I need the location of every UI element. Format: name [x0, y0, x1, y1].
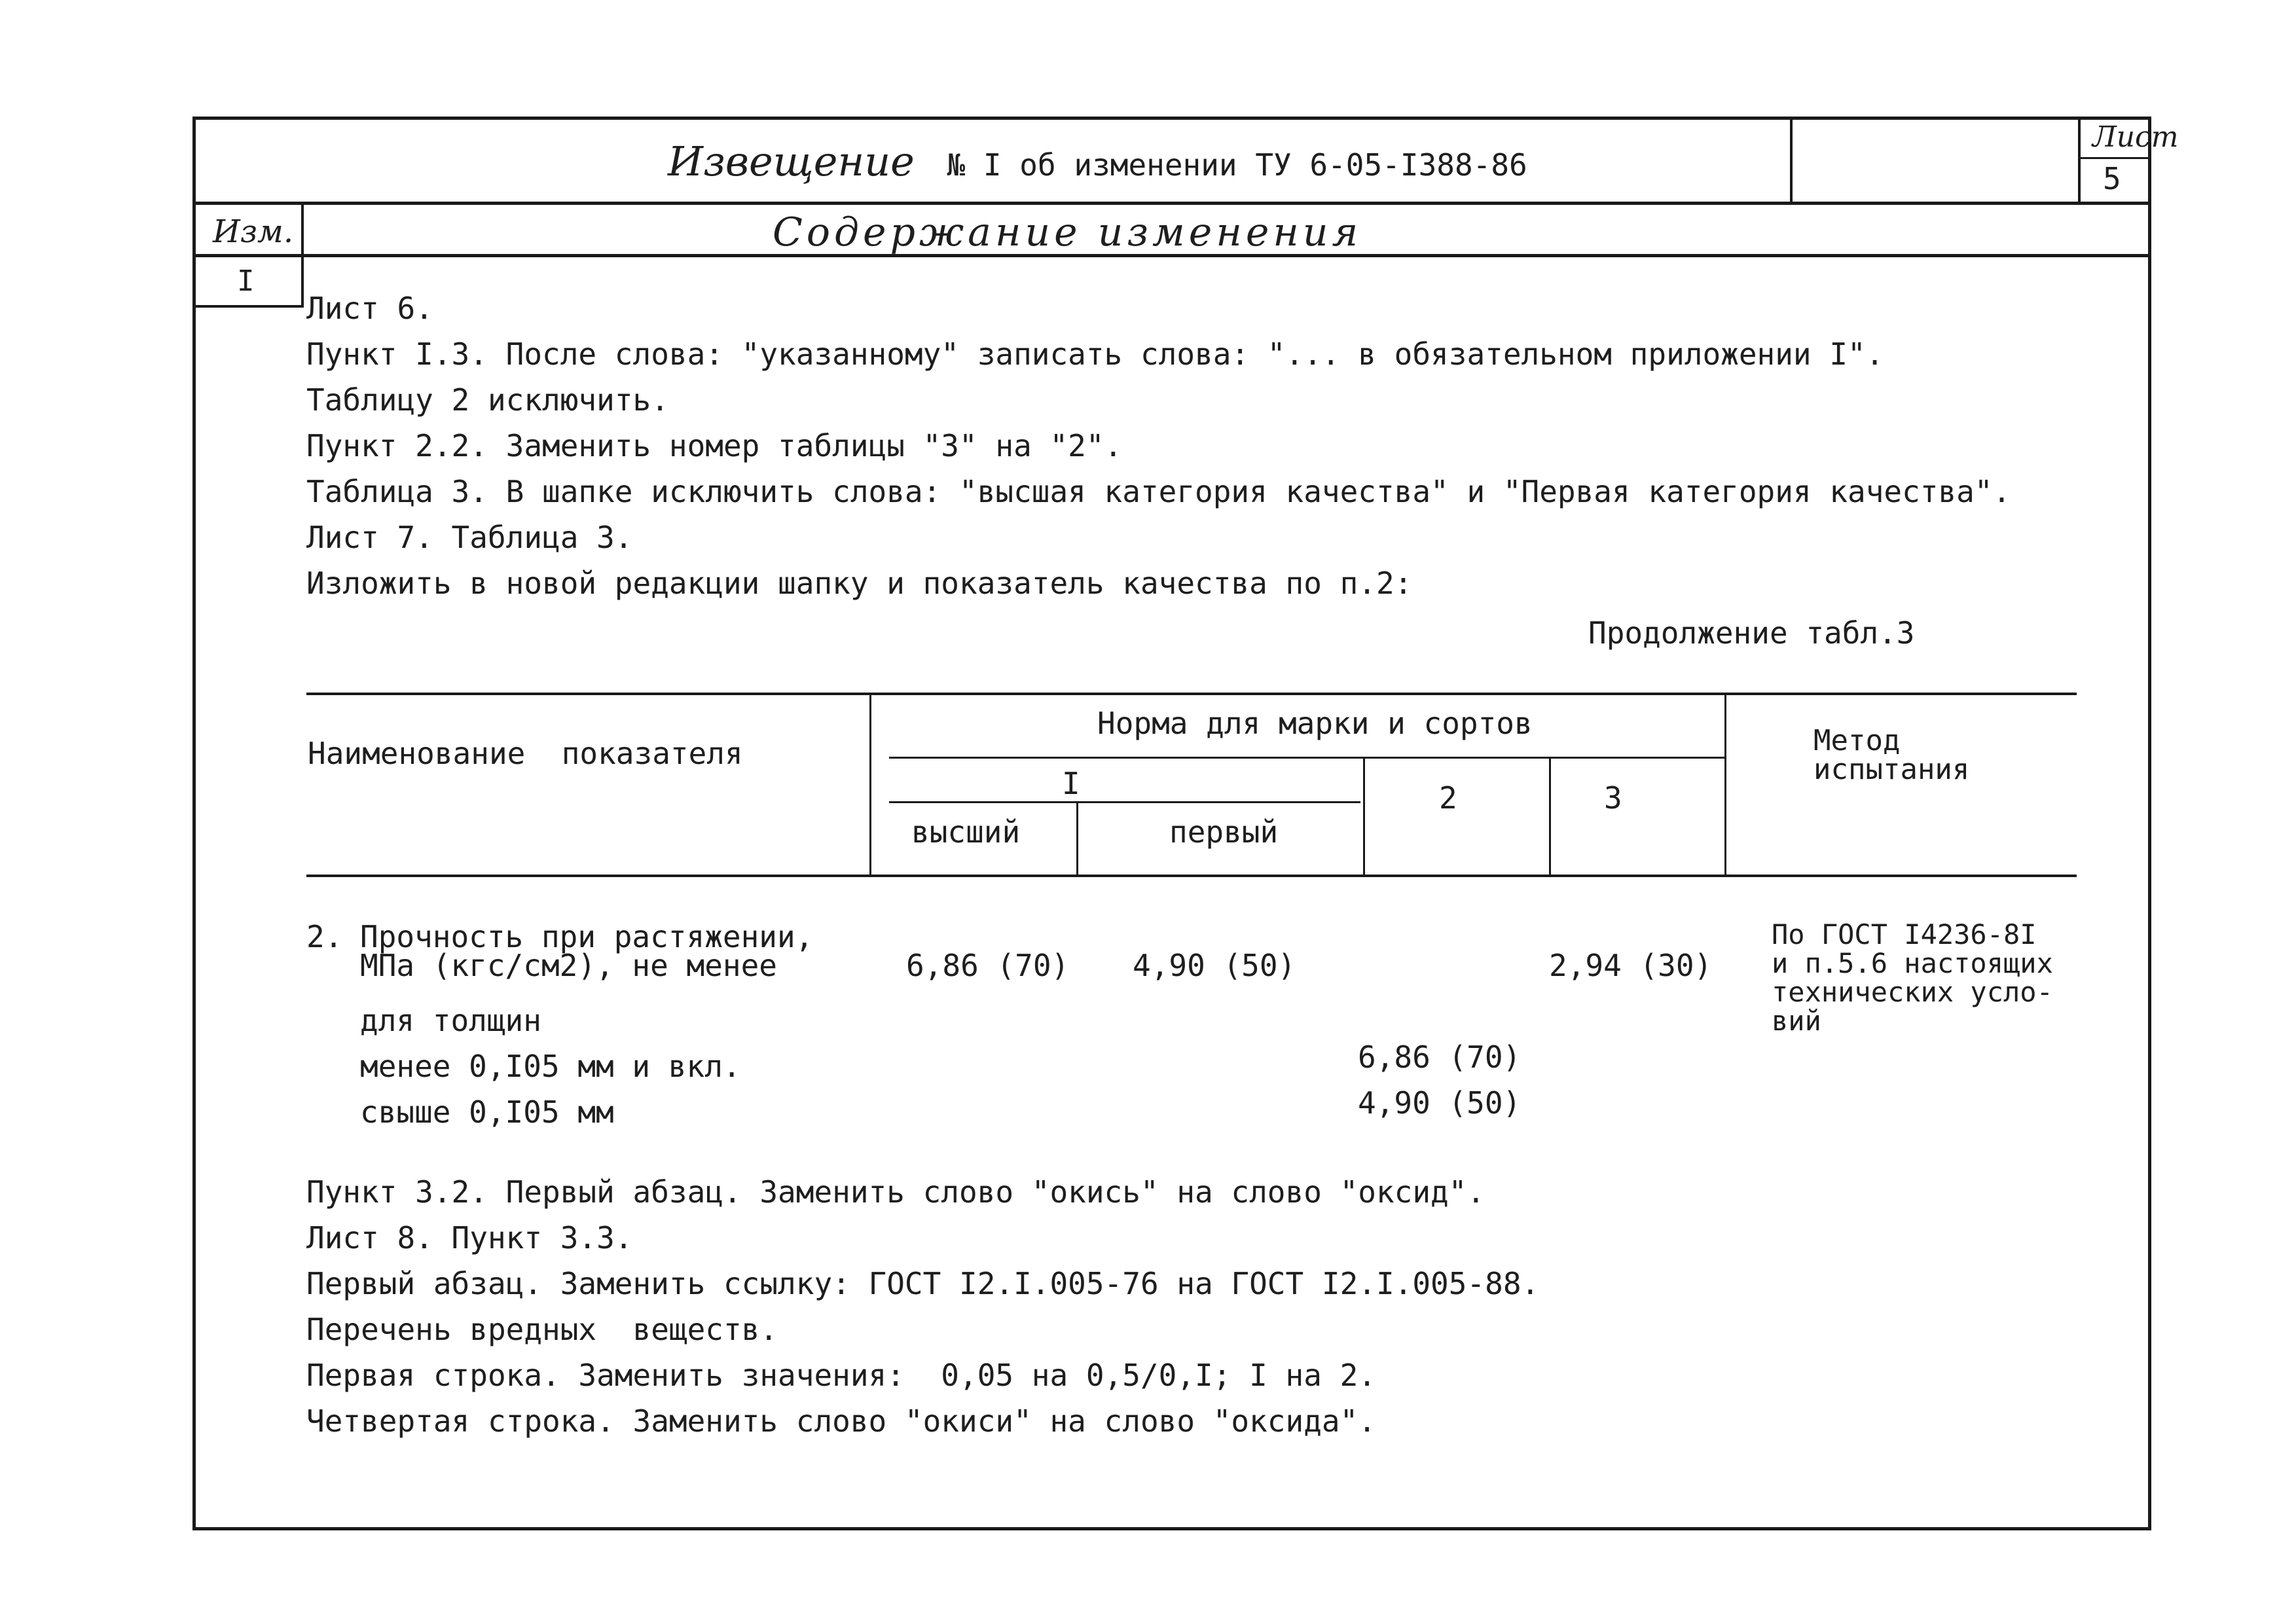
sub-header-highest: высший	[911, 814, 1021, 850]
sheet-label: Лист	[2092, 120, 2179, 154]
grade-3-header: 3	[1604, 780, 1622, 816]
text-line: Таблица 3. В шапке исключить слова: "высшая категория качества" и "Первая категория качества".	[306, 474, 2011, 509]
notice-title: Извещение	[668, 137, 915, 185]
table-header-name: Наименование показателя	[308, 736, 743, 771]
row-name-line: для толщин	[360, 1003, 541, 1038]
text-line: Таблицу 2 исключить.	[306, 382, 669, 418]
value-grade3: 2,94 (30)	[1549, 948, 1713, 983]
content-title: Содержание изменения	[773, 209, 1362, 255]
sheet-number: 5	[2103, 161, 2121, 196]
text-line: Пункт 2.2. Заменить номер таблицы "3" на "2".	[306, 428, 1123, 463]
value-grade2-thick: 4,90 (50)	[1358, 1085, 1522, 1121]
table-header-method: Метод испытания	[1813, 724, 1970, 786]
izm-label: Изм.	[213, 213, 294, 250]
text-line: Лист 6.	[306, 291, 433, 326]
text-line: Лист 7. Таблица 3.	[306, 520, 633, 555]
row-name	[360, 919, 814, 1143]
izm-value: I	[237, 264, 255, 298]
text-line: Изложить в новой редакции шапку и показатель качества по п.2:	[306, 566, 1413, 601]
table-continuation: Продолжение табл.3	[1588, 615, 1915, 651]
table-header-norm: Норма для марки и сортов	[1097, 706, 1533, 741]
row-method: По ГОСТ I4236-8I и п.5.6 настоящих технических усло- вий	[1772, 918, 2053, 1037]
text-line: Пункт 3.2. Первый абзац. Заменить слово "окись" на слово "оксид".	[306, 1174, 1485, 1210]
text-line: Первая строка. Заменить значения: 0,05 на 0,5/0,I; I на 2.	[306, 1358, 1376, 1393]
row-number: 2.	[306, 919, 343, 954]
grade-1-header: I	[1062, 766, 1080, 801]
sub-header-first: первый	[1169, 814, 1279, 850]
grade-2-header: 2	[1439, 780, 1457, 816]
text-line: Лист 8. Пункт 3.3.	[306, 1220, 633, 1255]
change-text-top	[306, 293, 2011, 614]
value-first: 4,90 (50)	[1133, 948, 1296, 983]
row-name-line: свыше 0,I05 мм	[360, 1094, 614, 1130]
row-name-line: менее 0,I05 мм и вкл.	[360, 1049, 741, 1084]
notice-subject: № I об изменении ТУ 6-05-I388-86	[947, 147, 1527, 183]
value-grade2-thin: 6,86 (70)	[1358, 1039, 1522, 1075]
value-highest: 6,86 (70)	[906, 948, 1070, 983]
row-name-line: МПа (кгс/см2), не менее	[360, 948, 777, 983]
text-line: Пункт I.3. После слова: "указанному" записать слова: "... в обязательном приложении I".	[306, 336, 1884, 372]
text-line: Первый абзац. Заменить ссылку: ГОСТ I2.I.005-76 на ГОСТ I2.I.005-88.	[306, 1266, 1540, 1301]
notice-header	[668, 137, 1527, 185]
row-name-line: Прочность при растяжении,	[360, 919, 814, 954]
change-text-bottom	[306, 1174, 1540, 1452]
text-line: Перечень вредных веществ.	[306, 1312, 778, 1347]
text-line: Четвертая строка. Заменить слово "окиси" на слово "оксида".	[306, 1403, 1376, 1439]
